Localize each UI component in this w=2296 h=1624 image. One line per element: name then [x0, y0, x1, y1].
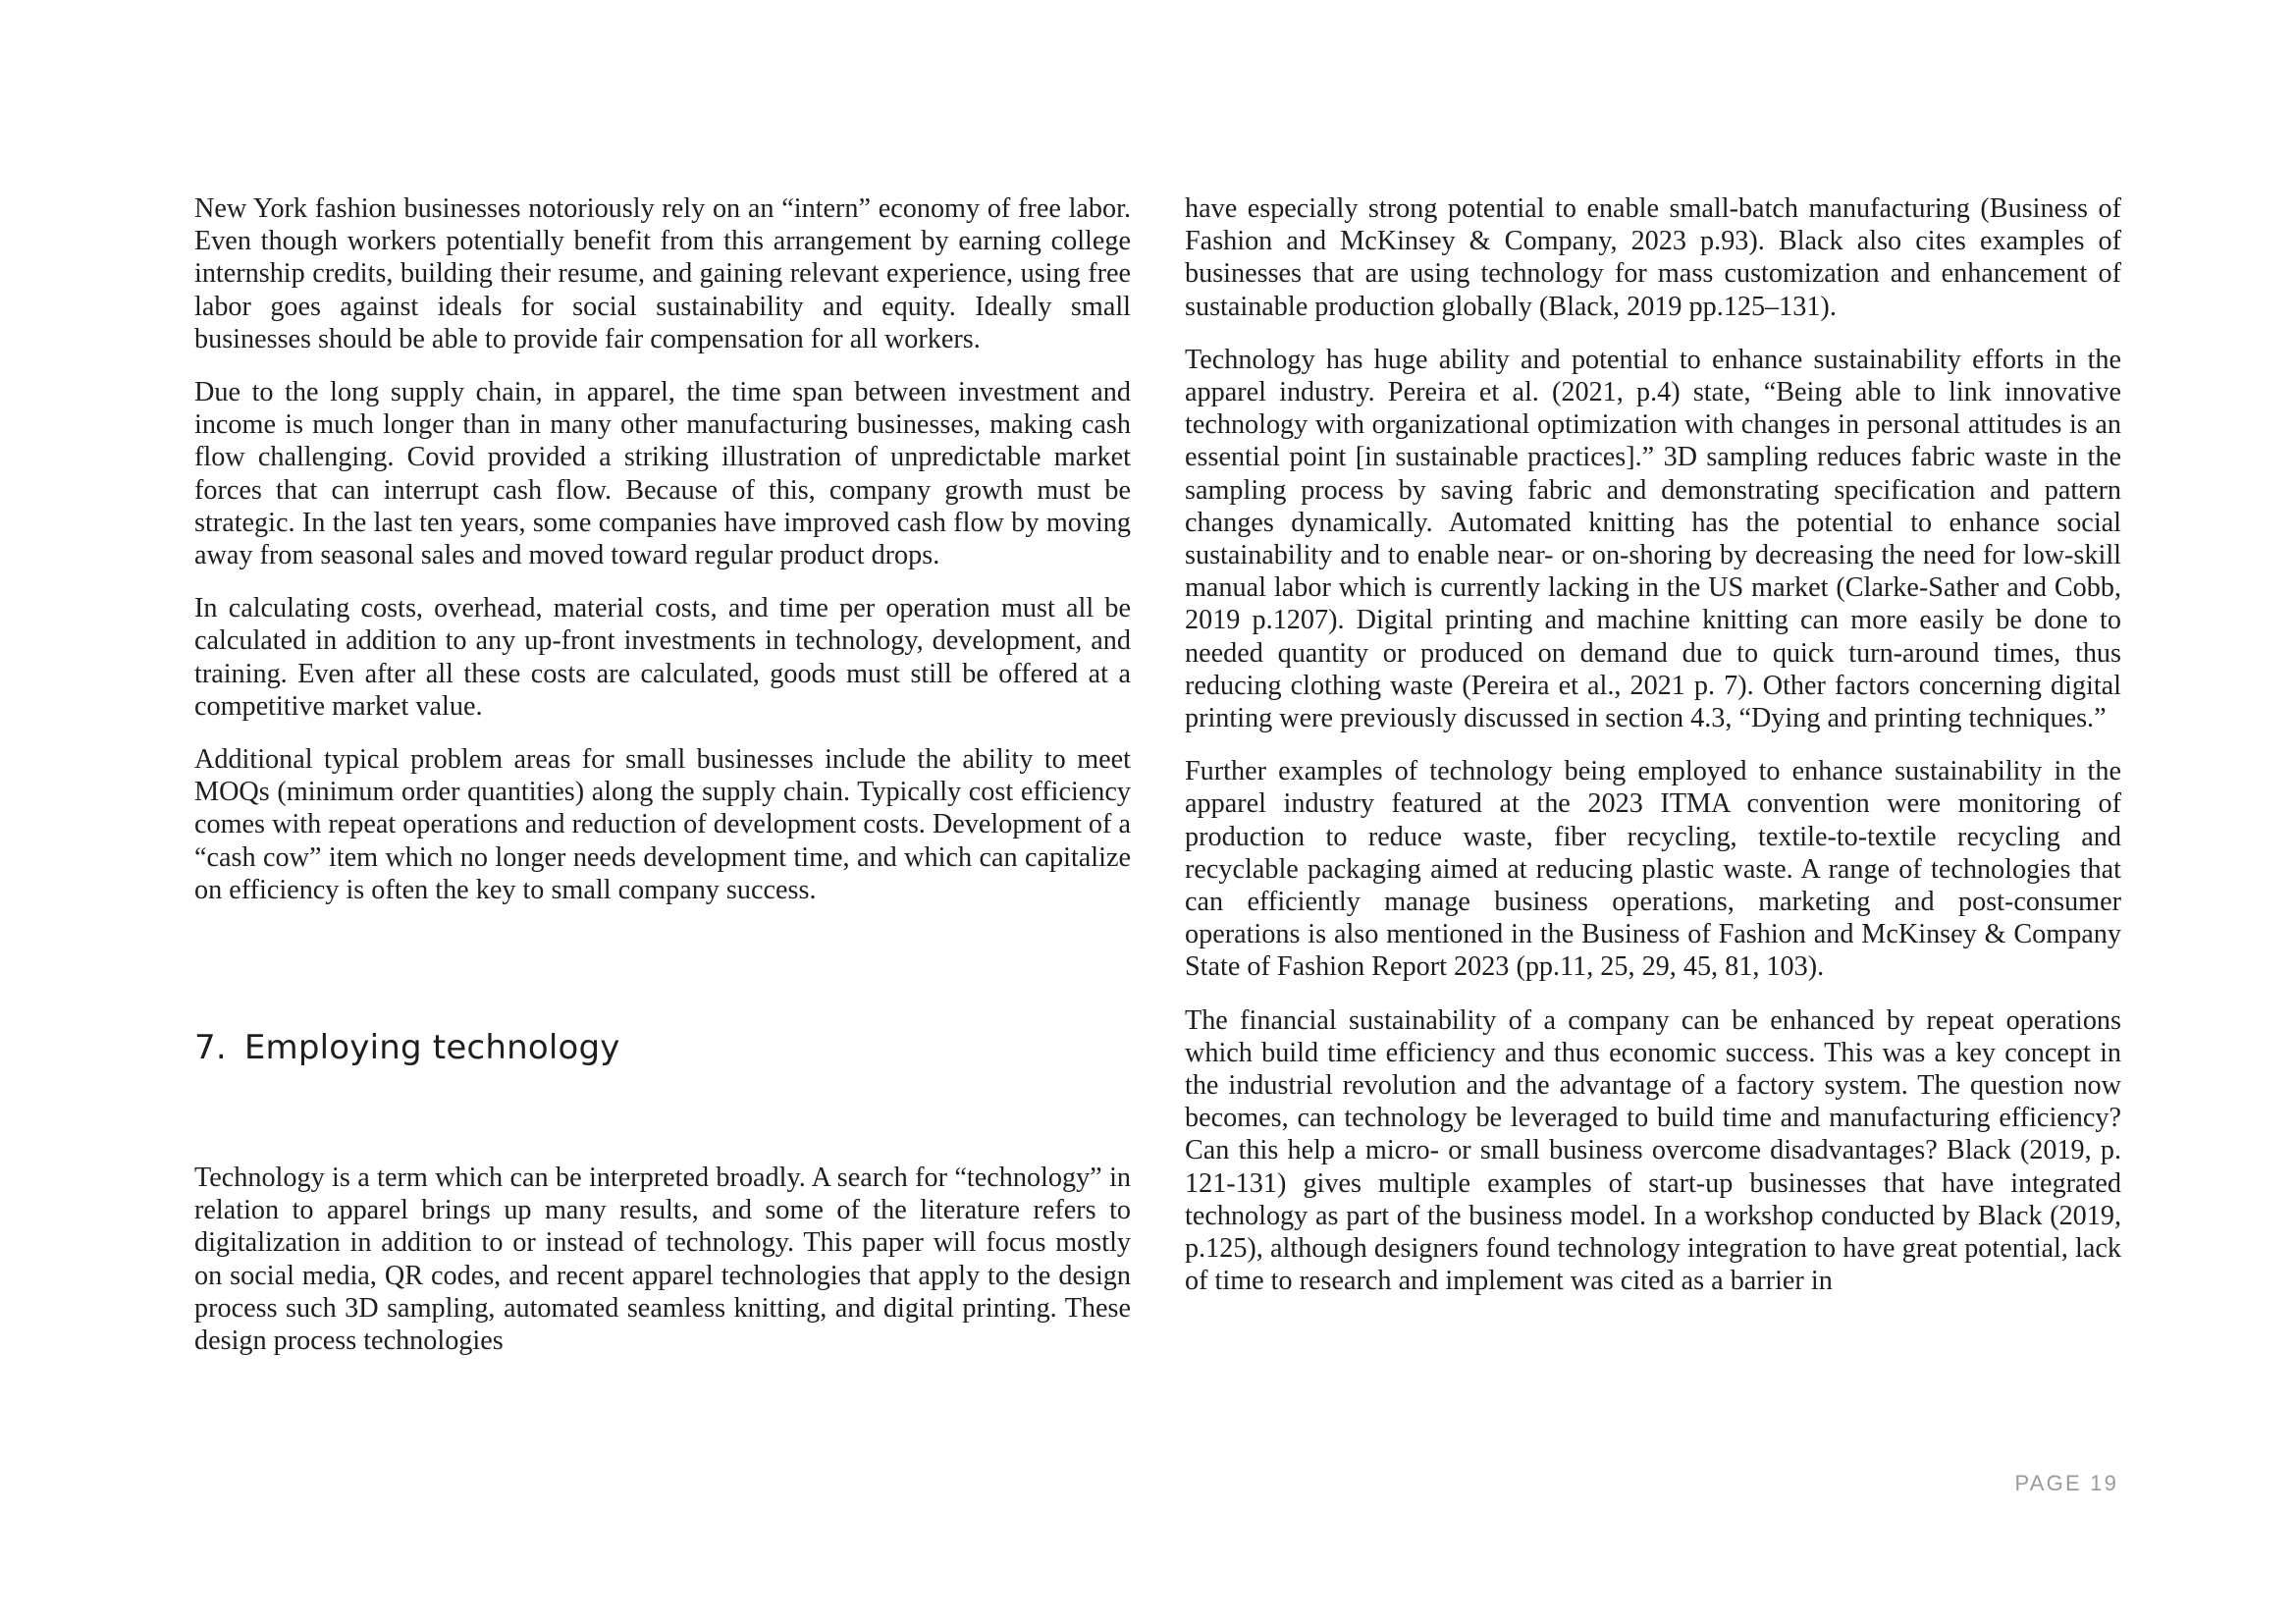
section-title: Employing technology: [243, 1028, 620, 1068]
page-number: PAGE 19: [2014, 1471, 2118, 1495]
body-paragraph: Additional typical problem areas for small businesses include the ability to meet MOQs (minimum order quantities) along the supply chain. Typically cost efficiency comes with repeat operations and reduction of development costs. Development of a “cash cow” item which no longer needs development time, and which can capitalize on efficiency is often the key to small company success.: [194, 744, 1131, 905]
body-paragraph: New York fashion businesses notoriously rely on an “intern” economy of free labor. Even though workers potentially benefit from this arrangement by earning college internship credits, building their resume, and gaining relevant experience, using free labor goes against ideals for social sustainability and equity. Ideally small businesses should be able to provide fair compensation for all workers.: [194, 193, 1131, 354]
body-paragraph: Technology has huge ability and potential to enhance sustainability efforts in the apparel industry. Pereira et al. (2021, p.4) state, “Being able to link innovative technology with organizational optimization with changes in personal attitudes is an essential point [in sustainable practices].” 3D sampling reduces fabric waste in the sampling process by saving fabric and demonstrating specification and pattern changes dynamically. Automated knitting has the potential to enhance social sustainability and to enable near- or on-shoring by decreasing the need for low-skill manual labor which is currently lacking in the US market (Clarke-Sather and Cobb, 2019 p.1207). Digital printing and machine knitting can more easily be done to needed quantity or produced on demand due to quick turn-around times, thus reducing clothing waste (Pereira et al., 2021 p. 7). Other factors concerning digital printing were previously discussed in section 4.3, “Dying and printing techniques.”: [1185, 344, 2121, 734]
section-number: 7.: [194, 1028, 227, 1068]
body-paragraph: In calculating costs, overhead, material costs, and time per operation must all be calculated in addition to any up-front investments in technology, development, and training. Even after all these costs are calculated, goods must still be offered at a competitive market value.: [194, 593, 1131, 722]
body-paragraph: Technology is a term which can be interpreted broadly. A search for “technology” in relation to apparel brings up many results, and some of the literature refers to digitalization in addition to or instead of technology. This paper will focus mostly on social media, QR codes, and recent apparel technologies that apply to the design process such 3D sampling, automated seamless knitting, and digital printing. These design process technologies: [194, 1163, 1131, 1357]
body-paragraph: have especially strong potential to enable small-batch manufacturing (Business of Fashion and McKinsey & Company, 2023 p.93). Black also cites examples of businesses that are using technology for mass customization and enhancement of sustainable production globally (Black, 2019 pp.125–131).: [1185, 193, 2121, 322]
left-column: [194, 192, 1131, 1378]
body-paragraph: The financial sustainability of a company can be enhanced by repeat operations which build time efficiency and thus economic success. This was a key concept in the industrial revolution and the advantage of a factory system. The question now becomes, can technology be leveraged to build time and manufacturing efficiency? Can this help a micro- or small business overcome disadvantages? Black (2019, p. 121-131) gives multiple examples of start-up businesses that have integrated technology as part of the business model. In a workshop conducted by Black (2019, p.125), although designers found technology integration to have great potential, lack of time to research and implement was cited as a barrier in: [1185, 1004, 2121, 1297]
body-paragraph: Further examples of technology being employed to enhance sustainability in the apparel industry featured at the 2023 ITMA convention were monitoring of production to reduce waste, fiber recycling, textile-to-textile recycling and recyclable packaging aimed at reducing plastic waste. A range of technologies that can efficiently manage business operations, marketing and post-consumer operations is also mentioned in the Business of Fashion and McKinsey & Company State of Fashion Report 2023 (pp.11, 25, 29, 45, 81, 103).: [1185, 756, 2121, 983]
right-column: [1185, 192, 2121, 1319]
section-heading: [194, 1028, 1131, 1067]
body-paragraph: Due to the long supply chain, in apparel, the time span between investment and income is much longer than in many other manufacturing businesses, making cash flow challenging. Covid provided a striking illustration of unpredictable market forces that can interrupt cash flow. Because of this, company growth must be strategic. In the last ten years, some companies have improved cash flow by moving away from seasonal sales and moved toward regular product drops.: [194, 377, 1131, 571]
